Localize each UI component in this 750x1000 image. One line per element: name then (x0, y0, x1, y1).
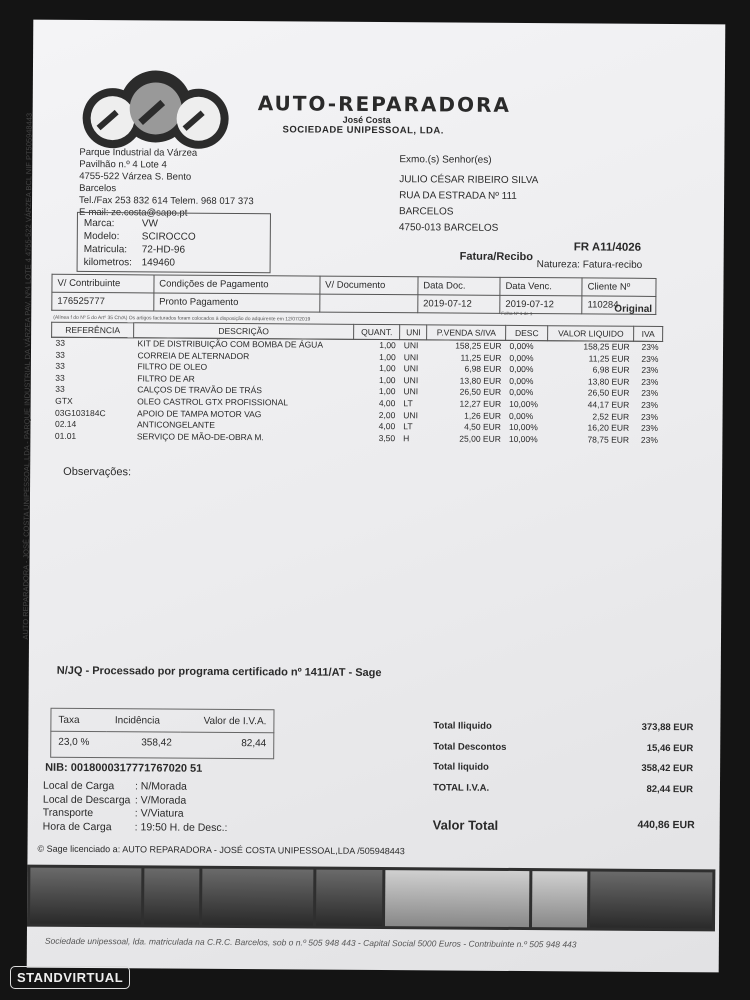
tax-base: 358,42 (107, 732, 180, 754)
vehicle-box (77, 212, 271, 273)
total-value: 373,88 EUR (641, 721, 694, 734)
item-description: FILTRO DE AR (137, 373, 195, 384)
col-header: REFERÊNCIA (52, 322, 134, 338)
greeting: Exmo.(s) Senhor(es) (399, 154, 492, 166)
sage-license: © Sage licenciado a: AUTO REPARADORA - JOSÉ COSTA UNIPESSOAL,LDA /505948443 (37, 843, 405, 857)
company-logo (80, 66, 231, 153)
tax-table (50, 710, 274, 755)
item-unit-price: 4,50 EUR (464, 421, 502, 433)
car-image (385, 870, 529, 927)
address-line: 4755-522 Várzea S. Bento (79, 170, 192, 183)
item-description: OLEO CASTROL GTX PROFISSIONAL (137, 396, 289, 408)
totals (433, 720, 694, 804)
item-unit: UNI (403, 363, 419, 374)
loading-label: Hora de Carga (42, 820, 112, 833)
loading-value: : V/Viatura (134, 807, 184, 820)
value-cell (319, 294, 417, 313)
item-net-value: 44,17 EUR (587, 399, 630, 410)
grand-total-label: Valor Total (432, 817, 499, 833)
total-value: 15,46 EUR (646, 742, 694, 754)
item-reference: 33 (55, 384, 65, 395)
header-cell: Condições de Pagamento (154, 275, 320, 294)
col-header: P.VENDA S/IVA (427, 325, 506, 341)
brake-disc-image (144, 868, 200, 924)
item-net-value: 158,25 EUR (583, 341, 630, 352)
address-line: Parque Industrial da Várzea (79, 146, 198, 159)
item-unit-price: 26,50 EUR (459, 386, 502, 398)
item-unit-price: 25,00 EUR (459, 433, 501, 444)
engine-image (532, 871, 588, 927)
item-quantity: 1,00 (379, 363, 396, 374)
vehicle-plate: 72-HD-96 (141, 244, 186, 256)
col-header: IVA (634, 326, 663, 341)
item-discount: 0,00% (509, 375, 534, 386)
recipient-name: JULIO CÉSAR RIBEIRO SILVA (399, 174, 539, 187)
address-line: Barcelos (79, 182, 117, 195)
certification-text: N/JQ - Processado por programa certificado nº 1411/AT - Sage (56, 664, 382, 680)
value-cell: 2019-07-12 (418, 295, 500, 314)
total-label: Total liquido (433, 761, 489, 773)
item-reference: 02.14 (54, 418, 77, 430)
item-vat: 23% (641, 341, 659, 352)
loading-label: Local de Carga (42, 779, 115, 793)
header-cell: Cliente Nº (582, 278, 656, 297)
item-discount: 0,00% (509, 352, 534, 363)
item-discount: 0,00% (509, 410, 534, 421)
items-table (50, 322, 663, 447)
item-discount: 0,00% (509, 340, 534, 352)
total-label: Total Descontos (433, 740, 507, 753)
item-discount: 0,00% (509, 364, 534, 375)
recipient-city: BARCELOS (398, 206, 454, 218)
item-vat: 23% (641, 376, 659, 387)
item-quantity: 1,00 (379, 340, 396, 351)
item-net-value: 26,50 EUR (587, 387, 630, 399)
legal-footer: Sociedade unipessoal, lda. matriculada na C.R.C. Barcelos, sob o n.º 505 948 443 - Capital Social 5000 Euros - Contribuinte n.º 505 948 443 (44, 935, 577, 950)
item-reference: 33 (55, 372, 65, 383)
item-description: ANTICONGELANTE (136, 419, 215, 431)
standvirtual-watermark: STANDVIRTUAL (10, 966, 130, 989)
col-header: DESCRIÇÃO (134, 323, 354, 340)
vehicle-label: Modelo: (83, 230, 120, 243)
recipient (399, 152, 539, 237)
doc-type: Fatura/Recibo (459, 250, 534, 264)
header-table (51, 274, 656, 315)
vehicle-label: kilometros: (83, 256, 133, 269)
loading-value: : V/Morada (134, 793, 187, 807)
item-net-value: 78,75 EUR (587, 434, 630, 445)
total-label: TOTAL I.V.A. (432, 781, 490, 794)
company-name: AUTO-REPARADORA (257, 91, 511, 117)
total-value: 82,44 EUR (646, 783, 693, 795)
item-vat: 23% (641, 399, 659, 410)
vehicle-model: SCIROCCO (141, 231, 196, 243)
value-cell: 2019-07-12 (500, 295, 582, 314)
value-cell: Pronto Pagamento (154, 293, 320, 312)
vehicle-km: 149460 (141, 257, 176, 269)
item-unit: UNI (403, 351, 419, 362)
item-net-value: 11,25 EUR (588, 353, 630, 364)
copy-label: Original (614, 303, 653, 315)
nib: NIB: 0018000317771767020 51 (45, 761, 203, 775)
item-vat: 23% (640, 434, 658, 445)
item-description: CALÇOS DE TRAVÃO DE TRÁS (137, 384, 262, 396)
legal-notice: (Alínea f do Nº 5 do Artº 35 CIVA) Os artigos facturados foram colocados à disposição do adquirente em 12/07/2019 (53, 314, 311, 323)
item-description: APOIO DE TAMPA MOTOR VAG (137, 407, 262, 419)
vehicle-make: VW (141, 218, 159, 230)
side-legal-text: AUTO REPARADORA - JOSÉ COSTA UNIPESSOAL,LDA - PARQUE INDUSTRIAL DA VÁRZEA PAV. Nº4 LOTE 4 4755-522 VÁRZEA BCL NIF PT505948443 (20, 112, 34, 640)
tax-header: Incidência (114, 715, 160, 727)
recipient-postcode: 4750-013 BARCELOS (398, 222, 499, 234)
item-unit: UNI (403, 409, 418, 420)
vehicle-label: Matricula: (83, 243, 128, 256)
page-label: Folha Nº 1 de 1 (501, 310, 533, 317)
col-header: QUANT. (354, 324, 400, 339)
item-vat: 23% (641, 353, 659, 364)
loading-label: Local de Descarga (42, 793, 131, 806)
item-vat: 23% (640, 423, 659, 434)
company-address (79, 147, 254, 220)
item-quantity: 1,00 (378, 374, 396, 385)
item-description: FILTRO DE OLEO (137, 361, 208, 373)
item-reference: GTX (55, 395, 73, 406)
observations-label: Observações: (63, 465, 132, 479)
header-cell: Data Venc. (500, 277, 582, 296)
email-line: E-mail: ze.costa@sapo.pt (78, 206, 188, 219)
item-vat: 23% (641, 411, 659, 422)
item-vat: 23% (641, 365, 659, 376)
car-image-strip (27, 865, 715, 932)
tax-header: Taxa (58, 714, 80, 726)
item-discount: 10,00% (508, 433, 538, 444)
col-header: VALOR LIQUIDO (548, 326, 634, 342)
loading-value: : 19:50 H. de Desc.: (134, 820, 228, 834)
item-discount: 10,00% (509, 398, 539, 410)
item-quantity: 1,00 (379, 351, 396, 362)
item-unit: UNI (403, 340, 419, 351)
doc-nature: Natureza: Fatura-recibo (536, 259, 643, 271)
grand-total-value: 440,86 EUR (637, 818, 695, 832)
loading-info (43, 780, 228, 835)
loading-value: : N/Morada (134, 780, 187, 793)
item-reference: 33 (55, 349, 65, 360)
loading-label: Transporte (42, 806, 94, 820)
item-net-value: 2,52 EUR (592, 411, 630, 422)
item-quantity: 2,00 (378, 409, 396, 420)
item-unit: H (403, 432, 410, 443)
company-type: SOCIEDADE UNIPESSOAL, LDA. (282, 124, 444, 137)
car-image (202, 869, 313, 926)
phone-line: Tel./Fax 253 832 614 Telem. 968 017 373 (79, 194, 254, 208)
item-unit-price: 1,26 EUR (464, 410, 502, 421)
address-line: Pavilhão n.º 4 Lote 4 (79, 158, 167, 171)
value-cell: 110284 (582, 296, 656, 315)
engine-image (316, 870, 383, 926)
header-cell: V/ Contribuinte (52, 274, 154, 293)
total-label: Total Iliquido (433, 720, 492, 732)
item-description: SERVIÇO DE MÃO-DE-OBRA M. (136, 431, 264, 442)
item-unit: LT (403, 421, 413, 432)
invoice-paper (20, 20, 726, 973)
item-description: CORREIA DE ALTERNADOR (137, 349, 250, 361)
item-reference: 33 (55, 337, 66, 348)
item-unit: LT (403, 398, 413, 409)
item-unit-price: 158,25 EUR (455, 340, 502, 351)
tax-rate: 23,0 % (50, 731, 107, 753)
recipient-street: RUA DA ESTRADA Nº 111 (399, 190, 517, 202)
item-quantity: 4,00 (378, 397, 396, 409)
item-net-value: 13,80 EUR (587, 376, 630, 387)
item-unit: UNI (403, 386, 419, 397)
item-reference: 01.01 (54, 430, 77, 441)
col-header: UNI (400, 325, 427, 340)
item-reference: 33 (55, 360, 65, 372)
value-cell: 176525777 (52, 292, 154, 311)
item-quantity: 4,00 (378, 421, 396, 432)
item-unit-price: 12,27 EUR (459, 398, 502, 409)
header-cell: Data Doc. (418, 277, 500, 296)
item-unit-price: 13,80 EUR (459, 375, 502, 386)
item-unit-price: 6,98 EUR (464, 363, 502, 375)
item-reference: 03G103184C (55, 407, 106, 418)
car-image (30, 868, 141, 925)
col-header: DESC (506, 325, 549, 340)
header-table-values (52, 292, 656, 314)
car-image (590, 872, 712, 929)
item-discount: 10,00% (508, 422, 538, 433)
item-unit: UNI (403, 374, 419, 386)
grand-total (433, 817, 695, 834)
item-quantity: 1,00 (378, 386, 396, 397)
item-vat: 23% (641, 388, 659, 399)
header-cell: V/ Documento (320, 276, 418, 295)
item-discount: 0,00% (509, 387, 534, 398)
item-net-value: 16,20 EUR (587, 422, 630, 433)
vehicle-label: Marca: (83, 217, 115, 230)
item-net-value: 6,98 EUR (592, 364, 630, 375)
tax-value: 82,44 (180, 732, 275, 754)
doc-number: FR A11/4026 (573, 241, 642, 254)
item-quantity: 3,50 (378, 432, 396, 443)
tax-header: Valor de I.V.A. (203, 715, 267, 728)
item-unit-price: 11,25 EUR (460, 352, 502, 363)
item-description: KIT DE DISTRIBUIÇÃO COM BOMBA DE ÁGUA (137, 338, 324, 350)
total-value: 358,42 EUR (641, 762, 694, 775)
company-owner: José Costa (342, 114, 391, 126)
